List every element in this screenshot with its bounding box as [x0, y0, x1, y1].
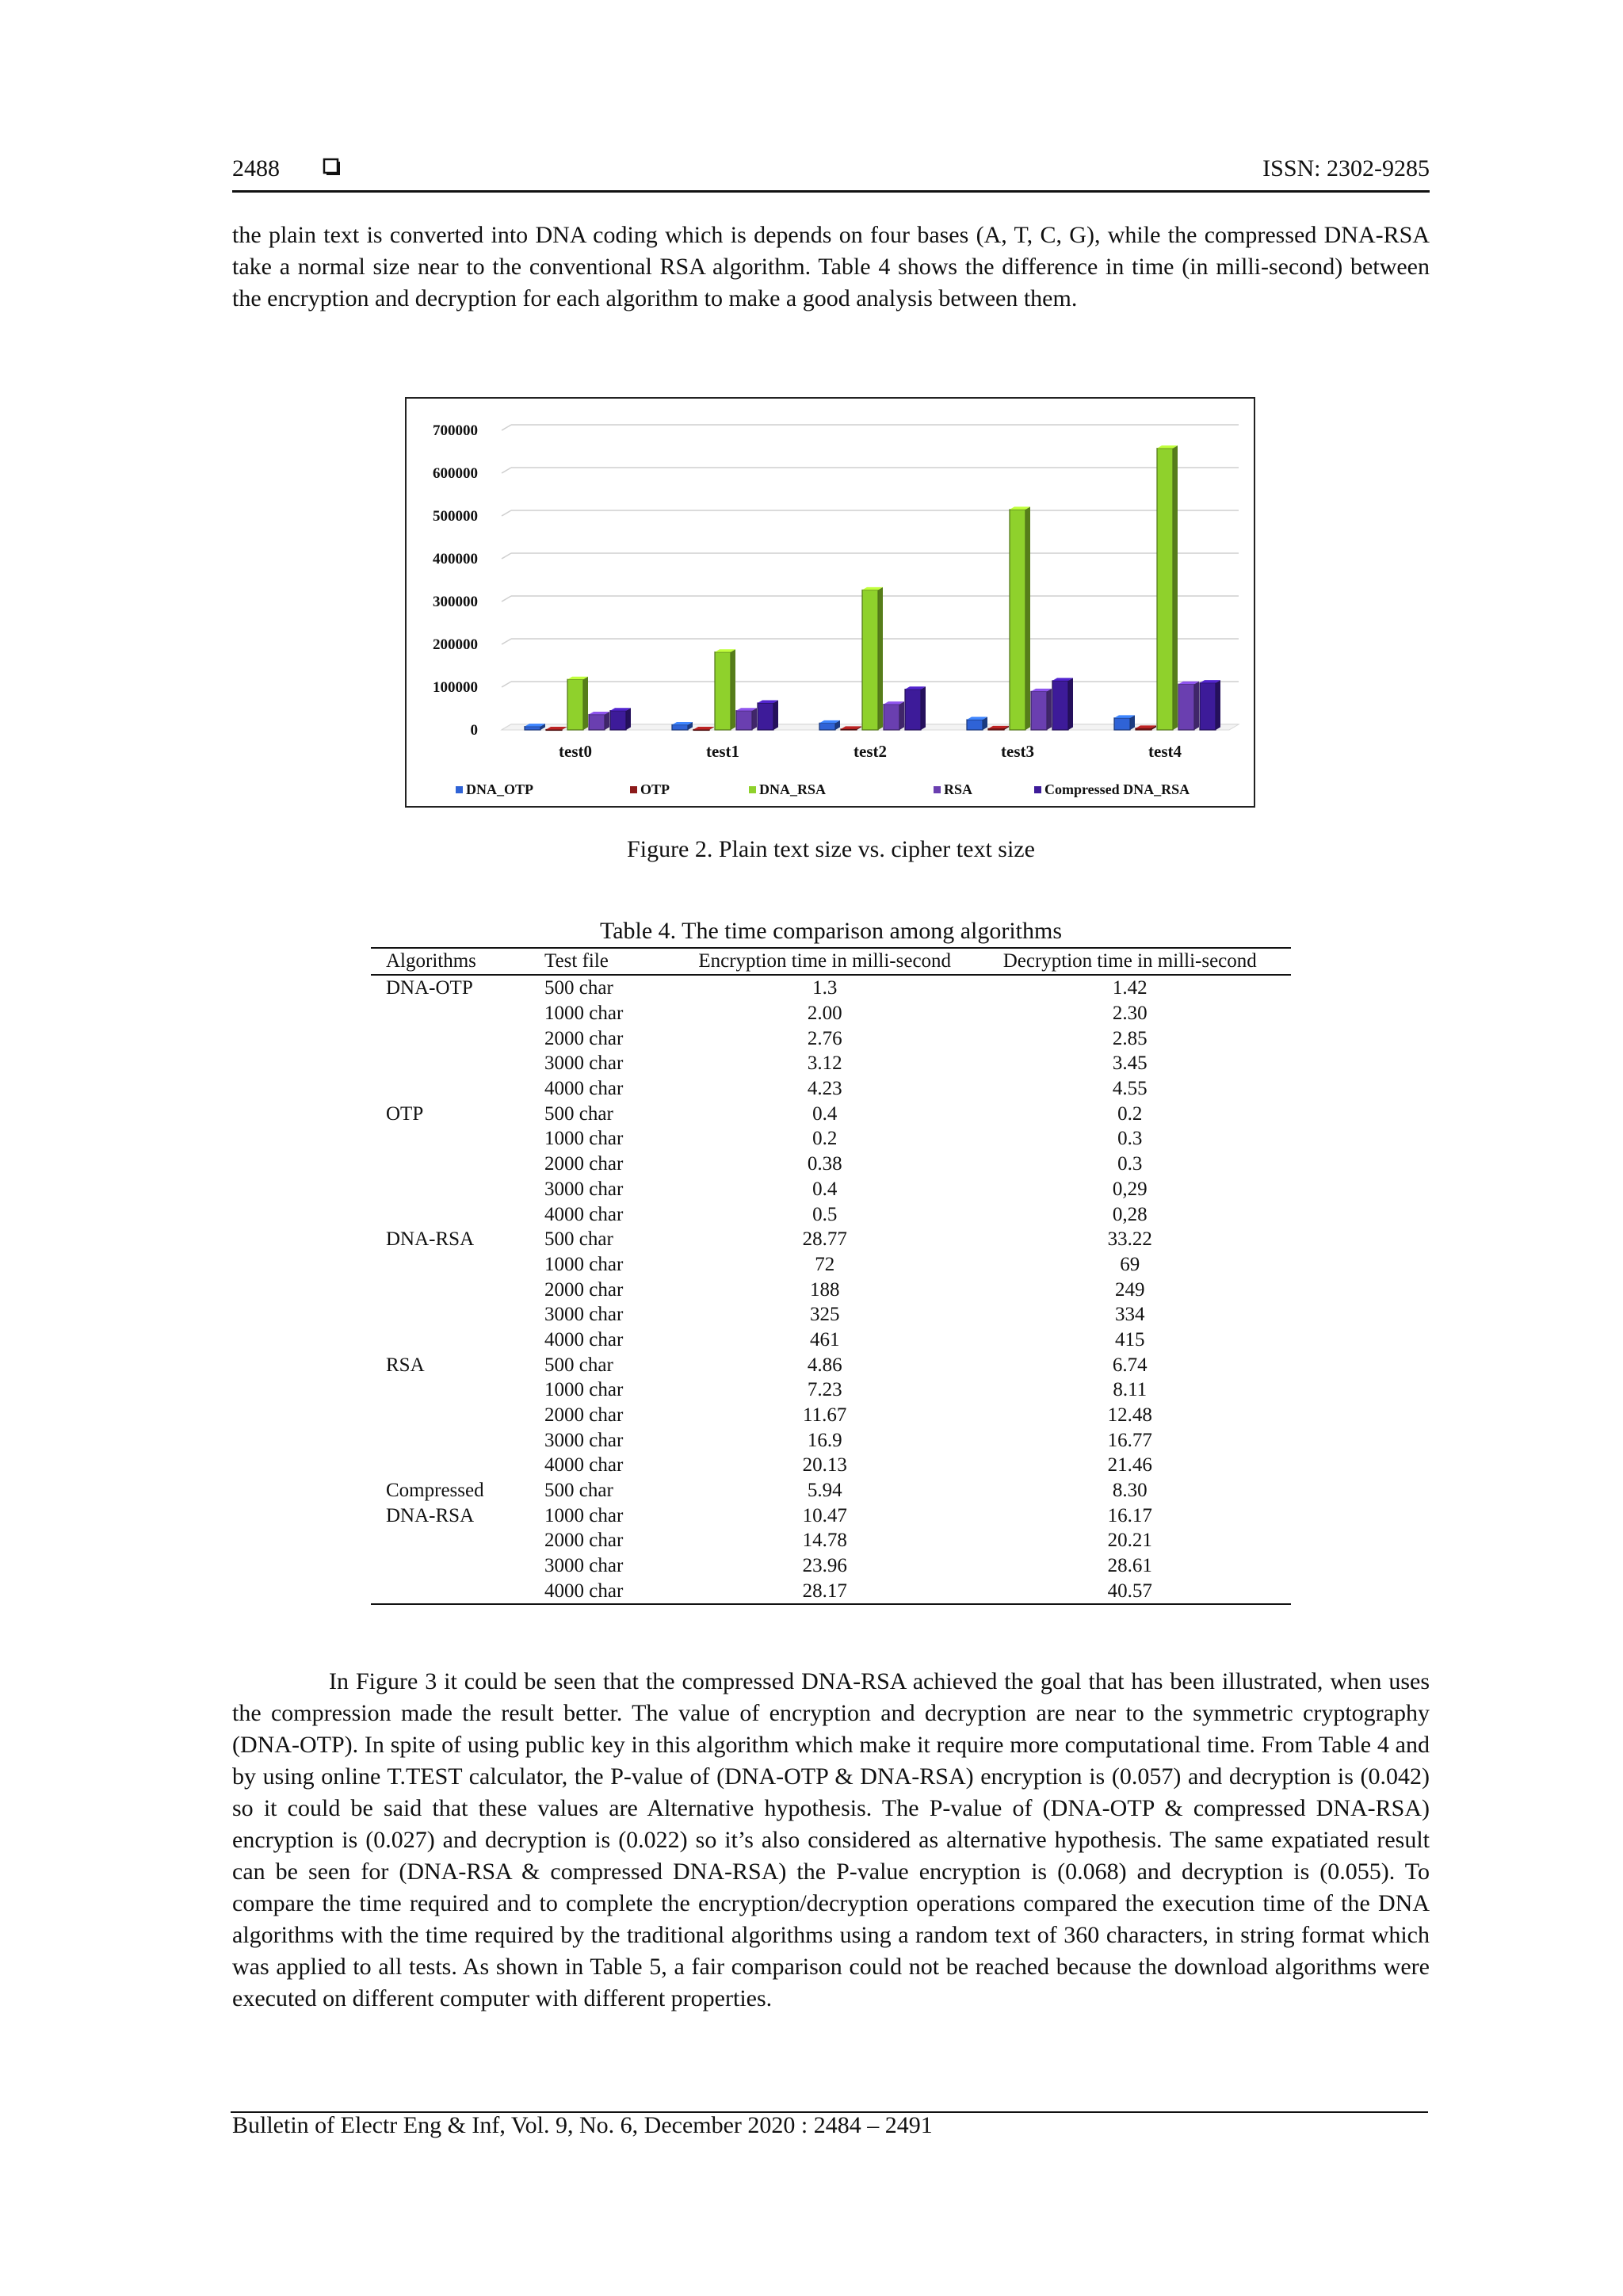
y-tick-label: 600000: [433, 465, 478, 482]
bar-side: [1194, 682, 1199, 730]
legend-swatch: [630, 786, 637, 793]
algorithm-cell: OTP: [386, 1102, 424, 1125]
y-tick-label: 100000: [433, 679, 478, 696]
table-row: [371, 1101, 1291, 1126]
encryption-time-cell: 2.76: [807, 1027, 842, 1049]
column-header: Algorithms: [371, 948, 544, 975]
decryption-time-cell: 16.77: [1107, 1429, 1152, 1451]
test-file-cell: 1000 char: [544, 1504, 624, 1526]
table-row: [371, 1126, 1291, 1152]
bar: [672, 725, 688, 730]
decryption-time-cell: 0,28: [1112, 1203, 1148, 1225]
algorithm-cell: [371, 1553, 544, 1579]
gridline: [502, 468, 511, 473]
table-row: [371, 1503, 1291, 1528]
encryption-time-cell: 10.47: [802, 1504, 847, 1526]
algorithm-cell: Compressed: [386, 1480, 484, 1502]
algorithm-cell: [371, 1152, 544, 1177]
decryption-time-cell: 16.17: [1107, 1504, 1152, 1526]
bar-side: [899, 701, 904, 730]
decryption-time-cell: 249: [1114, 1278, 1145, 1301]
chart-figure: [405, 397, 1255, 808]
table-row: [371, 1328, 1291, 1353]
algorithm-cell: [371, 1051, 544, 1076]
encryption-time-cell: 2.00: [807, 1003, 842, 1025]
gridline: [502, 553, 511, 559]
bar: [758, 703, 773, 730]
test-file-cell: 4000 char: [544, 1078, 624, 1100]
bar-side: [878, 587, 883, 730]
algorithm-cell: [371, 1252, 544, 1278]
encryption-time-cell: 7.23: [807, 1379, 842, 1401]
encryption-time-cell: 14.78: [802, 1530, 847, 1552]
algorithm-cell: DNA-OTP: [386, 977, 473, 999]
bar: [1010, 510, 1025, 730]
decryption-time-cell: 28.61: [1107, 1555, 1152, 1577]
table-row: [371, 1478, 1291, 1503]
bar: [1031, 691, 1047, 730]
encryption-time-cell: 5.94: [807, 1480, 842, 1502]
decryption-time-cell: 21.46: [1107, 1454, 1152, 1477]
square-bullet-icon: [323, 158, 342, 177]
bar-side: [731, 649, 735, 730]
decryption-time-cell: 2.85: [1112, 1027, 1148, 1049]
body-paragraph-2-text: In Figure 3 it could be seen that the compressed DNA-RSA achieved the goal that has been illustrated, when uses the compression made the result better. The value of encryption and decryption are near to the symmetric cryptography (DNA-OTP). In spite of using public key in this algorithm which make it require more computational time. From Table 4 and by using online T.TEST calculator, the P-value of (DNA-OTP & DNA-RSA) encryption is (0.057) and decryption is (0.042) so it could be said that these values are Alternative hypothesis. The P-value of (DNA-OTP & compressed DNA-RSA) encryption is (0.027) and decryption is (0.022) so it’s also considered as alternative hypothesis. The same expatiated result can be seen for (DNA-RSA & compressed DNA-RSA) the P-value encryption is (0.068) and decryption is (0.055). To compare the time required and to complete the encryption/decryption operations compared the execution time of the DNA algorithms with the time required by the traditional algorithms using a random text of 360 characters, in string format which was applied to all tests. As shown in Table 5, a fair comparison could not be reached because the download algorithms were executed on different computer with different properties.: [232, 1668, 1430, 2011]
decryption-time-cell: 8.30: [1112, 1480, 1148, 1502]
table-row: [371, 1252, 1291, 1278]
encryption-time-cell: 28.17: [681, 1579, 969, 1605]
table-row: [371, 975, 1291, 1001]
encryption-time-cell: 4.23: [807, 1078, 842, 1100]
bar: [1178, 684, 1194, 730]
legend-label: Compressed DNA_RSA: [1044, 781, 1190, 797]
encryption-time-cell: 0.5: [812, 1203, 838, 1225]
test-file-cell: 3000 char: [544, 1052, 624, 1075]
bar-side: [1025, 506, 1030, 730]
y-tick-label: 400000: [433, 551, 478, 567]
bar: [1200, 683, 1216, 730]
column-header: Test file: [544, 948, 681, 975]
test-file-cell: 500 char: [544, 1228, 613, 1251]
decryption-time-cell: 8.11: [1113, 1379, 1148, 1401]
encryption-time-cell: 461: [809, 1328, 840, 1350]
encryption-time-cell: 28.77: [802, 1228, 847, 1251]
encryption-time-cell: 1.3: [812, 977, 838, 999]
legend-label: RSA: [944, 781, 973, 797]
legend-swatch: [934, 786, 941, 793]
bar: [1136, 728, 1151, 730]
test-file-cell: 4000 char: [544, 1328, 624, 1350]
encryption-time-cell: 0.38: [807, 1153, 842, 1175]
body-paragraph-1: the plain text is converted into DNA coding which is depends on four bases (A, T, C, G), while the compressed DNA-RSA take a normal size near to the conventional RSA algorithm. Table 4 shows the difference in time (in milli-second) between the encryption and decryption for each algorithm to make a good analysis between them.: [232, 222, 1430, 311]
test-file-cell: 2000 char: [544, 1153, 624, 1175]
bar-side: [752, 708, 757, 730]
table-row: [371, 1427, 1291, 1453]
table-row: [371, 1403, 1291, 1428]
gridline: [502, 425, 511, 430]
test-file-cell: 4000 char: [544, 1579, 681, 1605]
bar-side: [1216, 680, 1220, 730]
table-row: [371, 1277, 1291, 1302]
x-tick-label: test4: [1148, 742, 1182, 761]
test-file-cell: 3000 char: [544, 1178, 624, 1200]
test-file-cell: 500 char: [544, 977, 613, 999]
body-paragraph-2: [232, 1666, 1430, 2015]
legend-swatch: [749, 786, 756, 793]
test-file-cell: 2000 char: [544, 1404, 624, 1427]
decryption-time-cell: 0.3: [1117, 1128, 1143, 1150]
bar: [715, 652, 731, 730]
bar-side: [773, 700, 778, 730]
table-row: [371, 1579, 1291, 1605]
algorithm-cell: [371, 1377, 544, 1403]
gridline: [502, 510, 511, 516]
test-file-cell: 500 char: [544, 1354, 613, 1376]
encryption-time-cell: 23.96: [802, 1555, 847, 1577]
bar-side: [1173, 445, 1178, 730]
page-number: 2488: [232, 155, 280, 181]
algorithm-cell: [371, 1427, 544, 1453]
bar: [567, 679, 583, 730]
test-file-cell: 1000 char: [544, 1128, 624, 1150]
decryption-time-cell: 2.30: [1112, 1003, 1148, 1025]
bar: [905, 690, 921, 730]
legend-swatch: [456, 786, 463, 793]
encryption-time-cell: 11.67: [803, 1404, 847, 1427]
table-row: [371, 1201, 1291, 1227]
test-file-cell: 500 char: [544, 1480, 613, 1502]
y-tick-label: 700000: [433, 422, 478, 439]
algorithm-cell: [371, 1328, 544, 1353]
legend-label: DNA_OTP: [466, 781, 533, 797]
decryption-time-cell: 0.3: [1117, 1153, 1143, 1175]
x-tick-label: test1: [706, 742, 739, 761]
algorithm-cell: [371, 1579, 544, 1605]
y-tick-label: 200000: [433, 636, 478, 653]
table-row: [371, 1302, 1291, 1328]
decryption-time-cell: 12.48: [1107, 1404, 1152, 1427]
algorithm-cell: [371, 1403, 544, 1428]
bar: [967, 720, 983, 730]
table-row: [371, 1227, 1291, 1252]
encryption-time-cell: 3.12: [807, 1052, 842, 1075]
algorithm-cell: DNA-RSA: [386, 1228, 475, 1251]
header-rule: [232, 190, 1430, 193]
bar-side: [1047, 689, 1052, 730]
bar: [819, 723, 835, 730]
test-file-cell: 3000 char: [544, 1555, 624, 1577]
algorithm-cell: [371, 1126, 544, 1152]
encryption-time-cell: 0.4: [812, 1102, 838, 1125]
issn: ISSN: 2302-9285: [1262, 155, 1430, 181]
algorithm-cell: [371, 1076, 544, 1102]
bar: [589, 715, 605, 730]
decryption-time-cell: 69: [1120, 1253, 1140, 1275]
decryption-time-cell: 334: [1114, 1304, 1145, 1326]
gridline: [502, 639, 511, 644]
bar: [988, 728, 1004, 730]
algorithm-cell: [371, 1201, 544, 1227]
bar: [693, 729, 709, 730]
encryption-time-cell: 325: [809, 1304, 840, 1326]
table-row: [371, 1528, 1291, 1553]
x-tick-label: test0: [559, 742, 592, 761]
test-file-cell: 1000 char: [544, 1253, 624, 1275]
gridline: [502, 682, 511, 687]
table-row: [371, 1001, 1291, 1026]
bar: [525, 727, 540, 730]
y-tick-label: 300000: [433, 594, 478, 610]
bar: [1052, 681, 1068, 730]
table-row: [371, 1026, 1291, 1051]
decryption-time-cell: 0.2: [1117, 1102, 1143, 1125]
gridline: [502, 596, 511, 602]
bar-side: [626, 708, 631, 730]
algorithm-cell: RSA: [386, 1354, 425, 1376]
test-file-cell: 2000 char: [544, 1027, 624, 1049]
test-file-cell: 1000 char: [544, 1003, 624, 1025]
decryption-time-cell: 1.42: [1112, 977, 1148, 999]
table-row: [371, 1453, 1291, 1478]
table-row: [371, 1377, 1291, 1403]
column-header: Decryption time in milli-second: [968, 948, 1291, 975]
table-row: [371, 1152, 1291, 1177]
algorithm-cell: DNA-RSA: [386, 1504, 475, 1526]
test-file-cell: 1000 char: [544, 1379, 624, 1401]
test-file-cell: 500 char: [544, 1102, 613, 1125]
footer-citation: Bulletin of Electr Eng & Inf, Vol. 9, No. 6, December 2020 : 2484 – 2491: [232, 2112, 933, 2138]
y-tick-label: 0: [470, 722, 478, 739]
legend-label: DNA_RSA: [759, 781, 827, 797]
bar-side: [1068, 678, 1073, 730]
decryption-time-cell: 415: [1114, 1328, 1145, 1350]
test-file-cell: 4000 char: [544, 1454, 624, 1477]
algorithm-cell: [371, 1528, 544, 1553]
encryption-time-cell: 0.4: [812, 1178, 838, 1200]
table-title: Table 4. The time comparison among algorithms: [599, 918, 1063, 944]
time-comparison-table: [371, 947, 1291, 1605]
bar-side: [921, 686, 926, 730]
bar: [736, 711, 752, 730]
algorithm-cell: [371, 1277, 544, 1302]
encryption-time-cell: 188: [809, 1278, 840, 1301]
bar-side: [583, 677, 588, 730]
bar: [610, 711, 626, 730]
encryption-time-cell: 16.9: [807, 1429, 842, 1451]
bar: [1157, 449, 1173, 730]
decryption-time-cell: 6.74: [1112, 1354, 1148, 1376]
bar-chart: [407, 399, 1254, 806]
bar: [884, 705, 899, 730]
table-row: [371, 1177, 1291, 1202]
test-file-cell: 3000 char: [544, 1304, 624, 1326]
algorithm-cell: [371, 1177, 544, 1202]
x-tick-label: test3: [1001, 742, 1034, 761]
algorithm-cell: [371, 1001, 544, 1026]
x-tick-label: test2: [854, 742, 887, 761]
table-header-row: [371, 948, 1291, 975]
decryption-time-cell: 3.45: [1112, 1052, 1148, 1075]
decryption-time-cell: 33.22: [1107, 1228, 1152, 1251]
decryption-time-cell: 4.55: [1112, 1078, 1148, 1100]
test-file-cell: 3000 char: [544, 1429, 624, 1451]
encryption-time-cell: 72: [815, 1253, 835, 1275]
decryption-time-cell: 40.57: [968, 1579, 1291, 1605]
legend-label: OTP: [640, 781, 670, 797]
table-body: [371, 975, 1291, 1604]
bar: [1114, 718, 1130, 730]
bar: [862, 590, 878, 730]
table-row: [371, 1352, 1291, 1377]
bar: [841, 729, 857, 730]
algorithm-cell: [371, 1026, 544, 1051]
encryption-time-cell: 0.2: [812, 1128, 838, 1150]
test-file-cell: 4000 char: [544, 1203, 624, 1225]
test-file-cell: 2000 char: [544, 1530, 624, 1552]
encryption-time-cell: 20.13: [802, 1454, 847, 1477]
bar: [546, 729, 562, 730]
bar-side: [605, 712, 609, 730]
algorithm-cell: [371, 1453, 544, 1478]
legend-swatch: [1034, 786, 1041, 793]
encryption-time-cell: 4.86: [807, 1354, 842, 1376]
y-tick-label: 500000: [433, 508, 478, 525]
table-row: [371, 1051, 1291, 1076]
column-header: Encryption time in milli-second: [681, 948, 969, 975]
figure-caption: Figure 2. Plain text size vs. cipher text size: [627, 836, 1035, 862]
test-file-cell: 2000 char: [544, 1278, 624, 1301]
table-row: [371, 1553, 1291, 1579]
table-row: [371, 1076, 1291, 1102]
decryption-time-cell: 0,29: [1112, 1178, 1148, 1200]
algorithm-cell: [371, 1302, 544, 1328]
decryption-time-cell: 20.21: [1107, 1530, 1152, 1552]
